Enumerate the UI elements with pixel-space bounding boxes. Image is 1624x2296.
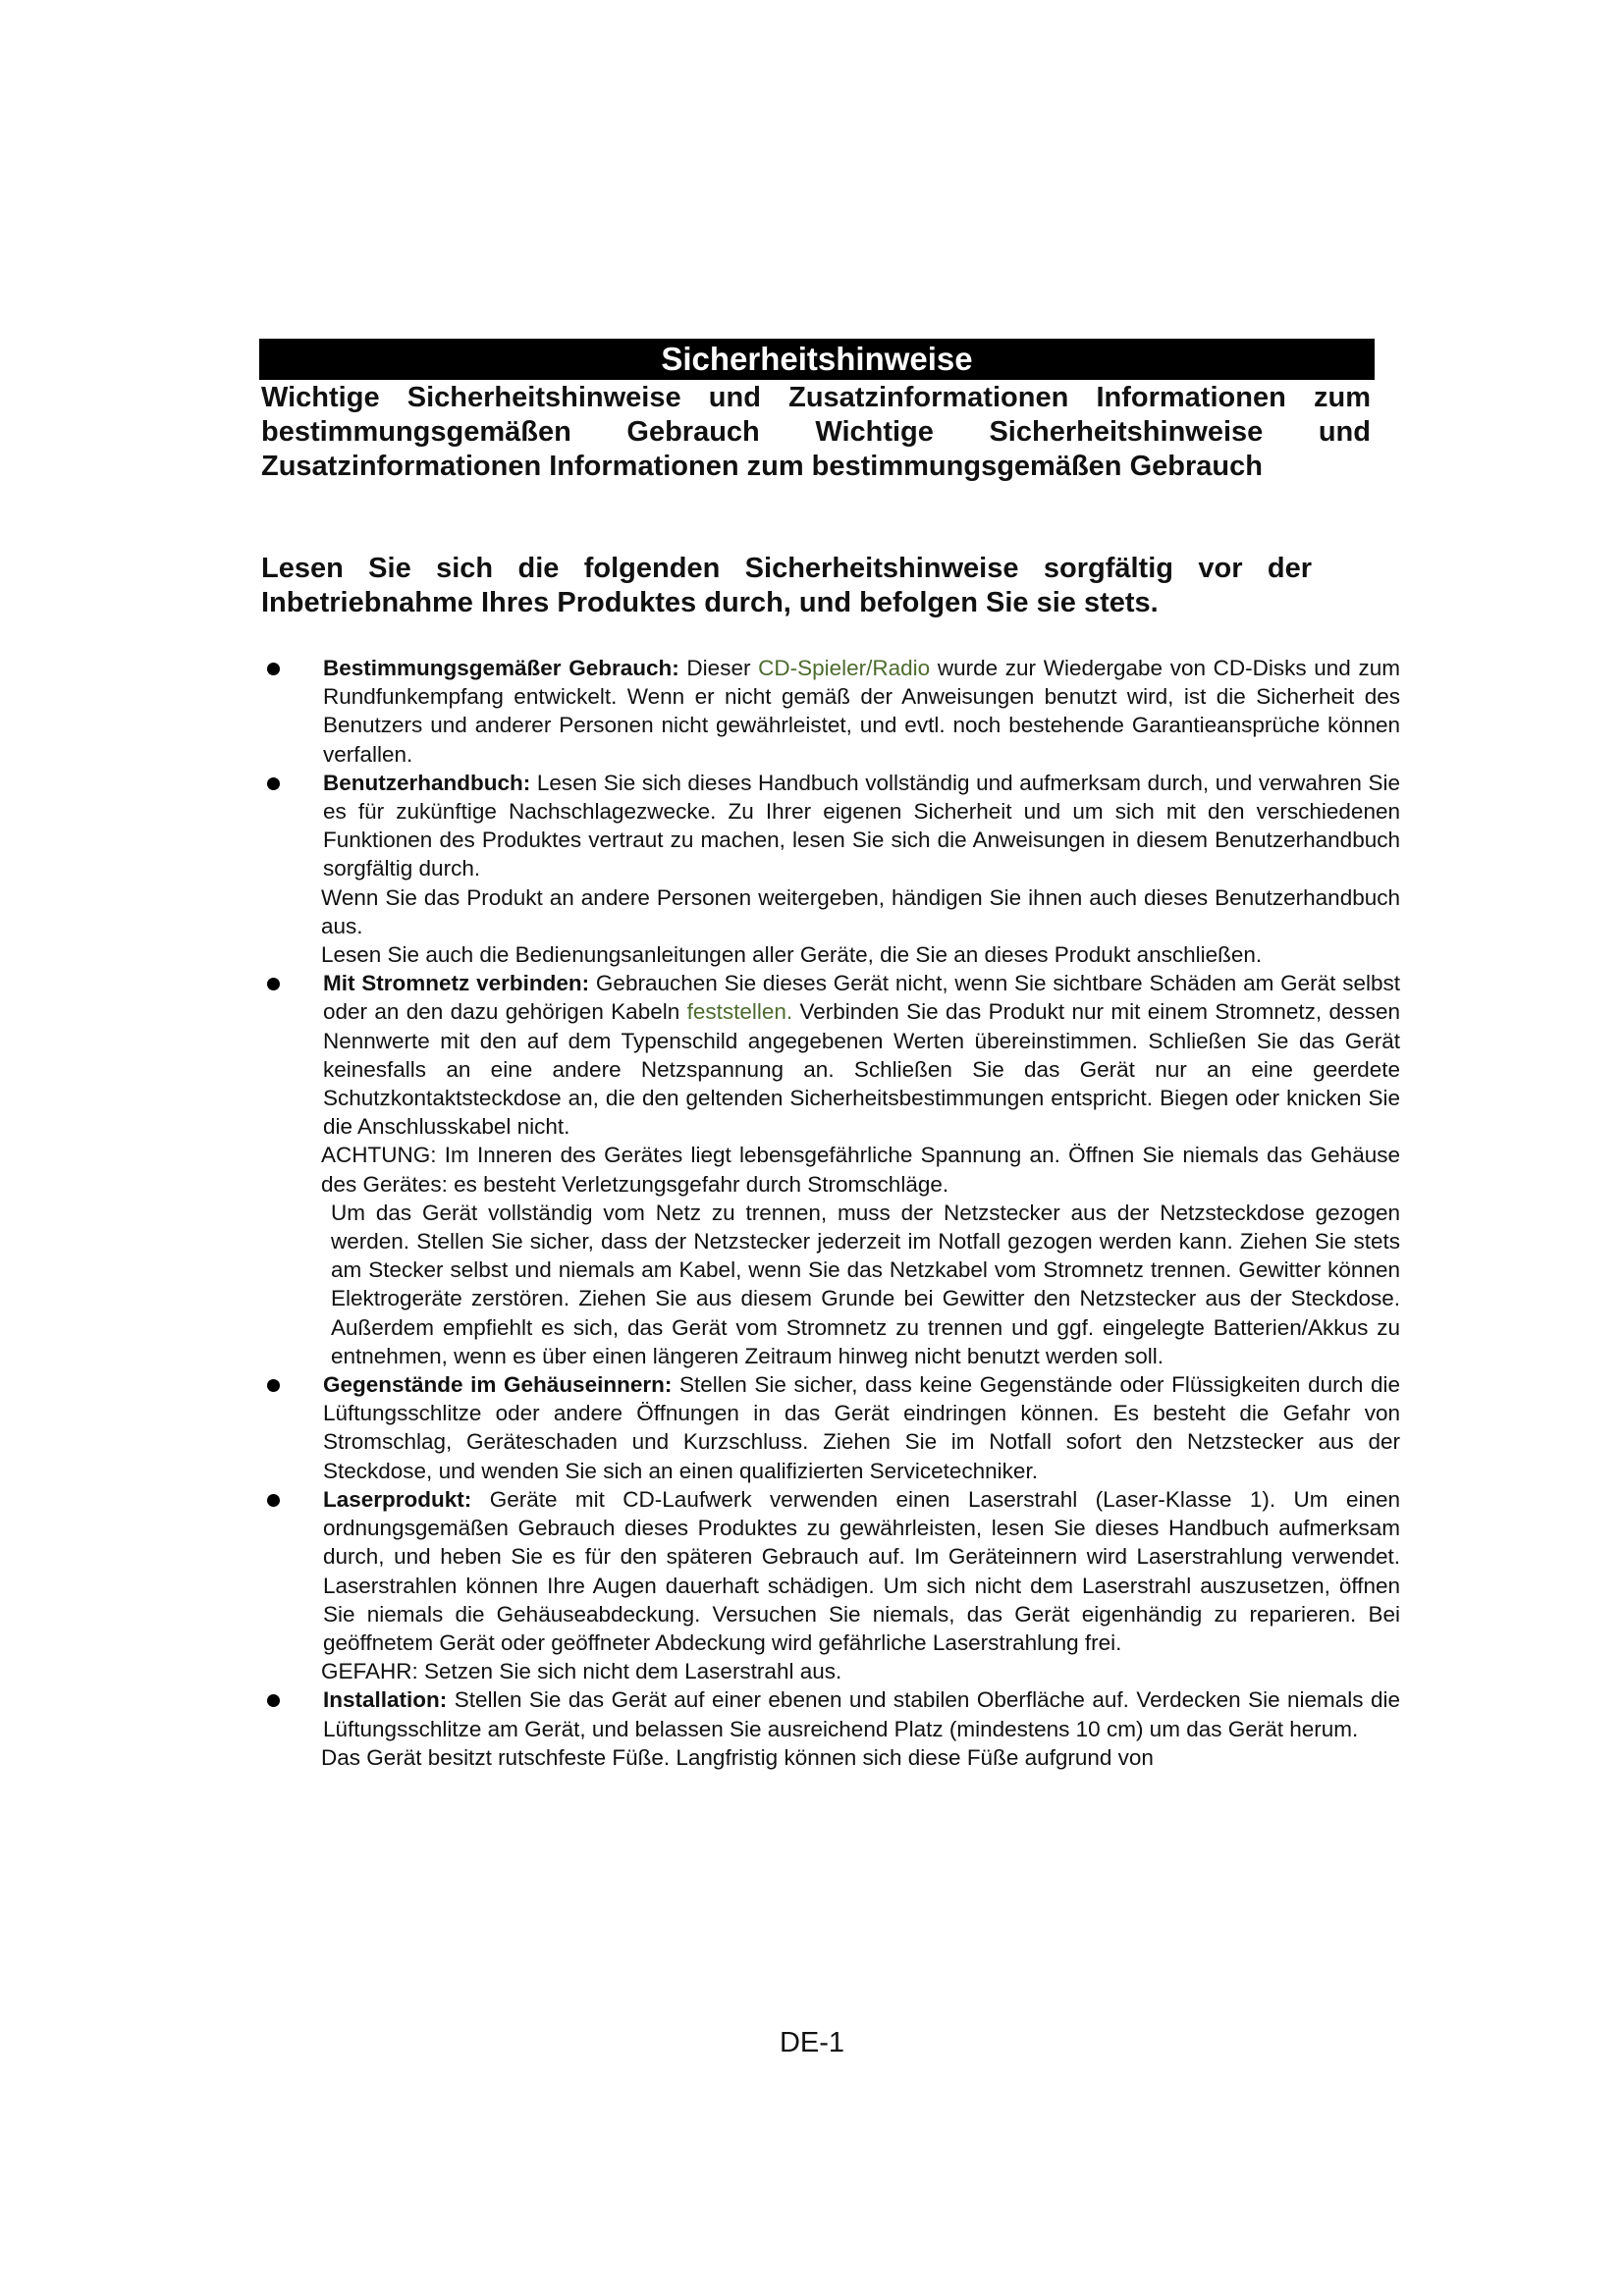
bullet-icon — [267, 1494, 280, 1507]
item-extra-paragraph: Wenn Sie das Produkt an andere Personen weitergeben, händigen Sie ihnen auch dieses Benutzerhandbuch aus. — [321, 884, 1400, 938]
list-item — [261, 769, 1400, 969]
item-term: Gegenstände im Gehäuseinnern: — [323, 1372, 673, 1398]
item-paragraph — [323, 654, 1400, 769]
bullet-icon — [267, 1694, 280, 1707]
item-text: Geräte mit CD-Laufwerk verwenden einen Laserstrahl (Laser-Klasse 1). Um einen ordnungsgemäßen Gebrauch dieses Produktes zu gewährleisten, lesen Sie dieses Handbuch aufmerksam durch, und heben Sie es für den späteren Gebrauch auf. Im Geräteinnern wird Laserstrahlung verwendet. Laserstrahlen können Ihre Augen dauerhaft schädigen. Um sich nicht dem Laserstrahl auszusetzen, öffnen Sie niemals die Gehäuseabdeckung. Versuchen Sie niemals, das Gerät eigenhändig zu reparieren. Bei geöffnetem Gerät oder geöffneter Abdeckung wird gefährliche Laserstrahlung frei. — [323, 1486, 1400, 1655]
bullet-icon — [267, 663, 280, 675]
item-text: Stellen Sie das Gerät auf einer ebenen und stabilen Oberfläche auf. Verdecken Sie niemals die Lüftungsschlitze am Gerät, und belassen Sie ausreichend Platz (mindestens 10 cm) um das Gerät herum. — [323, 1687, 1400, 1741]
list-item — [261, 1485, 1400, 1685]
list-item — [261, 1685, 1400, 1772]
item-text: Verbinden Sie das Produkt nur mit einem Stromnetz, dessen Nennwerte mit den auf dem Typenschild angegebenen Werten übereinstimmen. Schließen Sie das Gerät keinesfalls an eine andere Netzspannung an. Schließen Sie das Gerät nur an eine geerdete Schutzkontaktsteckdose an, die den geltenden Sicherheitsbestimmungen entspricht. Biegen oder knicken Sie die Anschlusskabel nicht. — [323, 999, 1400, 1140]
safety-list — [261, 654, 1400, 1772]
warning-paragraph: GEFAHR: Setzen Sie sich nicht dem Laserstrahl aus. — [321, 1659, 842, 1684]
list-item — [261, 1370, 1400, 1485]
item-paragraph — [323, 969, 1400, 1141]
item-term: Bestimmungsgemäßer Gebrauch: — [323, 656, 679, 680]
bullet-icon — [267, 978, 280, 990]
item-paragraph — [323, 769, 1400, 883]
item-text: wurde zur Wiedergabe von CD-Disks und zum Rundfunkempfang entwickelt. Wenn er nicht gemäß der Anweisungen benutzt wird, ist die Sicherheit des Benutzers und anderer Personen nicht gewährleistet, und evtl. noch bestehende Garantieansprüche können verfallen. — [323, 656, 1400, 767]
item-text: Lesen Sie sich dieses Handbuch vollständig und aufmerksam durch, und verwahren Sie es für zukünftige Nachschlagezwecke. Zu Ihrer eigenen Sicherheit und um sich mit den verschiedenen Funktionen des Produktes vertraut zu machen, lesen Sie sich die Anweisungen in diesem Benutzerhandbuch sorgfältig durch. — [323, 770, 1400, 881]
item-term: Benutzerhandbuch: — [323, 770, 531, 795]
list-item — [261, 969, 1400, 1370]
warning-paragraph: ACHTUNG: Im Inneren des Gerätes liegt lebensgefährliche Spannung an. Öffnen Sie niemals das Gehäuse des Gerätes: es besteht Verletzungsgefahr durch Stromschläge. — [321, 1143, 1400, 1197]
highlighted-term: feststellen. — [686, 999, 793, 1025]
lead-paragraph: Lesen Sie sich die folgenden Sicherheitshinweise sorgfältig vor der Inbetriebnahme Ihres Produktes durch, und befolgen Sie sie stets. — [261, 553, 1312, 618]
section-title: Sicherheitshinweise — [259, 339, 1375, 380]
intro-heading: Wichtige Sicherheitshinweise und Zusatzinformationen Informationen zum bestimmungsgemäßen Gebrauch Wichtige Sicherheitshinweise und Zusatzinformationen Informationen zum bestimmungsgemäßen Gebrauch — [261, 382, 1371, 482]
list-item — [261, 654, 1400, 769]
item-extra-paragraph: Um das Gerät vollständig vom Netz zu trennen, muss der Netzstecker aus der Netzsteckdose gezogen werden. Stellen Sie sicher, dass der Netzstecker jederzeit im Notfall gezogen werden kann. Ziehen Sie stets am Stecker selbst und niemals am Kabel, wenn Sie das Netzkabel vom Stromnetz trennen. Gewitter können Elektrogeräte zerstören. Ziehen Sie aus diesem Grunde bei Gewitter den Netzstecker aus der Steckdose. Außerdem empfiehlt es sich, das Gerät vom Stromnetz zu trennen und ggf. eingelegte Batterien/Akkus zu entnehmen, wenn es über einen längeren Zeitraum hinweg nicht benutzt werden soll. — [331, 1200, 1400, 1368]
page-number: DE-1 — [779, 2027, 845, 2058]
item-text: Stellen Sie sicher, dass keine Gegenstände oder Flüssigkeiten durch die Lüftungsschlitze oder andere Öffnungen in das Gerät eindringen können. Es besteht die Gefahr von Stromschlag, Geräteschaden und Kurzschluss. Ziehen Sie im Notfall sofort den Netzstecker aus der Steckdose, und wenden Sie sich an einen qualifizierten Servicetechniker. — [323, 1372, 1400, 1483]
bullet-icon — [267, 777, 280, 790]
highlighted-term: CD-Spieler/Radio — [758, 656, 931, 680]
item-text: Dieser — [678, 656, 759, 680]
item-term: Installation: — [323, 1687, 448, 1713]
item-term: Mit Stromnetz verbinden: — [323, 971, 590, 996]
item-paragraph — [323, 1485, 1400, 1657]
item-extra-paragraph: Lesen Sie auch die Bedienungsanleitungen aller Geräte, die Sie an dieses Produkt anschließen. — [321, 942, 1263, 968]
bullet-icon — [267, 1379, 280, 1392]
item-extra-paragraph: Das Gerät besitzt rutschfeste Füße. Langfristig können sich diese Füße aufgrund von — [321, 1744, 1154, 1770]
item-paragraph — [323, 1370, 1400, 1485]
item-term: Laserprodukt: — [323, 1486, 472, 1512]
item-paragraph — [323, 1685, 1400, 1742]
item-text: Gebrauchen Sie dieses Gerät nicht, wenn Sie sichtbare Schäden am Gerät selbst oder an den dazu gehörigen Kabeln — [323, 971, 1400, 1025]
